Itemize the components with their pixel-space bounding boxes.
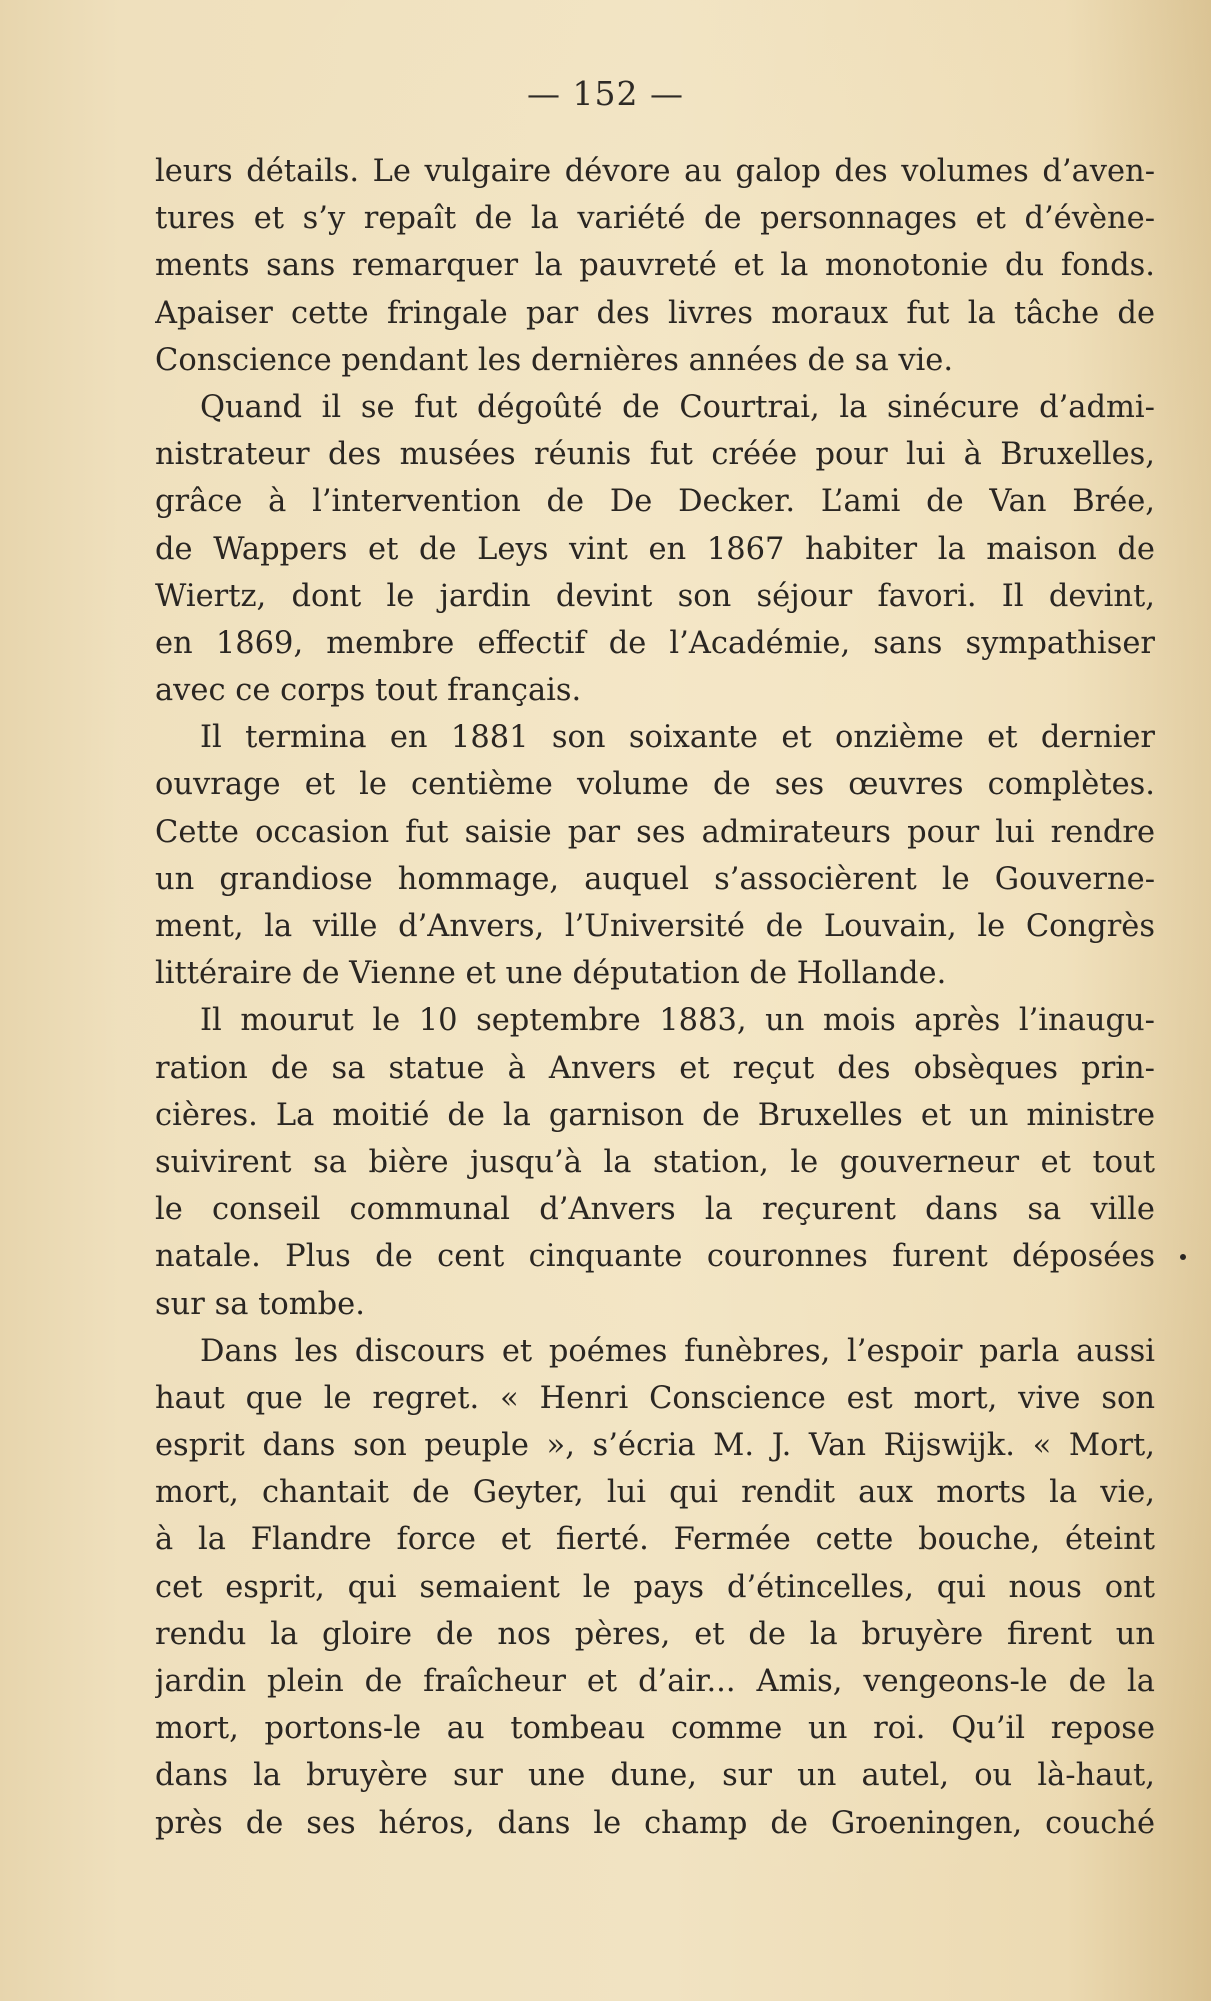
text-line: près de ses héros, dans le champ de Groeningen, couché [155, 1805, 1155, 1841]
body-text [155, 148, 1155, 1847]
text-line: ment, la ville d’Anvers, l’Université de Louvain, le Congrès [155, 909, 1155, 944]
text-line: Apaiser cette fringale par des livres moraux fut la tâche de [155, 295, 1155, 331]
text-line: ouvrage et le centième volume de ses œuvres complètes. [155, 767, 1155, 803]
text-line: leurs détails. Le vulgaire dévore au galop des volumes d’aven- [155, 154, 1155, 189]
text-line: dans la bruyère sur une dune, sur un autel, ou là-haut, [155, 1758, 1155, 1794]
text-line: Il mourut le 10 septembre 1883, un mois après l’inaugu- [200, 1003, 1155, 1039]
text-line: grâce à l’intervention de De Decker. L’ami de Van Brée, [155, 484, 1155, 520]
text-line: ments sans remarquer la pauvreté et la monotonie du fonds. [155, 248, 1155, 284]
text-line: esprit dans son peuple », s’écria M. J. Van Rijswijk. « Mort, [155, 1428, 1155, 1464]
text-line: jardin plein de fraîcheur et d’air... Amis, vengeons-le de la [155, 1664, 1155, 1699]
text-line: suivirent sa bière jusqu’à la station, le gouverneur et tout [155, 1144, 1155, 1180]
ink-speck [1180, 1254, 1186, 1260]
text-line: nistrateur des musées réunis fut créée pour lui à Bruxelles, [155, 437, 1155, 473]
text-line: littéraire de Vienne et une députation de Hollande. [155, 956, 947, 992]
page-number: — 152 — [527, 74, 684, 113]
text-line: cet esprit, qui semaient le pays d’étincelles, qui nous ont [155, 1569, 1155, 1605]
text-line: tures et s’y repaît de la variété de personnages et d’évène- [155, 201, 1155, 237]
text-line: de Wappers et de Leys vint en 1867 habiter la maison de [155, 531, 1155, 567]
text-line: rendu la gloire de nos pères, et de la bruyère firent un [155, 1616, 1155, 1652]
text-line: avec ce corps tout français. [155, 673, 582, 709]
text-line: Dans les discours et poémes funèbres, l’espoir parla aussi [200, 1333, 1155, 1369]
text-line: Il termina en 1881 son soixante et onzième et dernier [200, 720, 1155, 756]
text-line: Wiertz, dont le jardin devint son séjour favori. Il devint, [155, 578, 1155, 614]
text-line: cières. La moitié de la garnison de Bruxelles et un ministre [155, 1097, 1155, 1133]
text-line: natale. Plus de cent cinquante couronnes furent déposées [155, 1239, 1155, 1275]
text-line: en 1869, membre effectif de l’Académie, sans sympathiser [155, 625, 1155, 661]
text-line: mort, portons-le au tombeau comme un roi. Qu’il repose [155, 1711, 1155, 1747]
text-line: sur sa tombe. [155, 1286, 365, 1322]
text-line: ration de sa statue à Anvers et reçut des obsèques prin- [155, 1050, 1155, 1086]
text-line: haut que le regret. « Henri Conscience est mort, vive son [155, 1380, 1155, 1416]
text-line: Cette occasion fut saisie par ses admirateurs pour lui rendre [155, 814, 1155, 850]
text-line: mort, chantait de Geyter, lui qui rendit aux morts la vie, [155, 1475, 1155, 1511]
text-line: un grandiose hommage, auquel s’associèrent le Gouverne- [155, 861, 1155, 897]
text-line: à la Flandre force et fierté. Fermée cette bouche, éteint [155, 1522, 1155, 1558]
text-line: Conscience pendant les dernières années de sa vie. [155, 342, 954, 378]
text-line: Quand il se fut dégoûté de Courtrai, la sinécure d’admi- [200, 389, 1155, 425]
text-line: le conseil communal d’Anvers la reçurent dans sa ville [155, 1192, 1155, 1228]
